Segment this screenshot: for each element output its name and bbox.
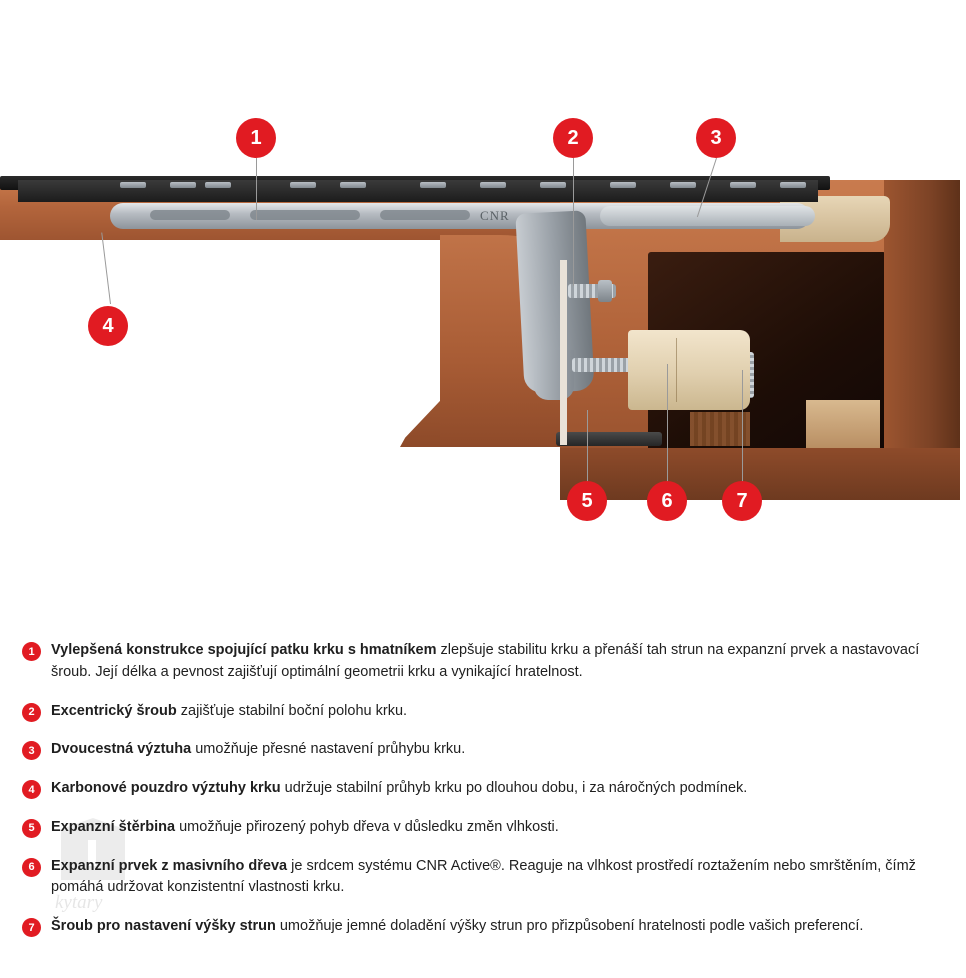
legend-rest-7: umožňuje jemné doladění výšky strun pro přizpůsobení hratelnosti podle vašich preferencí. xyxy=(275,918,864,934)
legend-number-1: 1 xyxy=(22,642,41,661)
expansion-slot xyxy=(560,260,567,445)
legend-text-4 xyxy=(51,778,747,800)
legend-number-2: 2 xyxy=(22,703,41,722)
fret-marker xyxy=(420,182,446,188)
watermark-text: kytary xyxy=(55,892,103,913)
legend-bold-3: Dvoucestná výztuha xyxy=(51,741,192,758)
legend-rest-5: umožňuje přirozený pohyb dřeva v důsledku změn vlhkosti. xyxy=(175,818,559,835)
truss-rod-slot xyxy=(150,210,230,220)
legend-bold-2: Excentrický šroub xyxy=(51,702,177,719)
leader-line-2 xyxy=(573,158,574,286)
legend-rest-3: umožňuje přesné nastavení průhybu krku. xyxy=(191,741,466,758)
fret-marker xyxy=(170,182,196,188)
leader-line-7 xyxy=(742,370,743,482)
eccentric-screw-head xyxy=(598,280,612,302)
fret-marker xyxy=(730,182,756,188)
legend-rest-2: zajišťuje stabilní boční polohu krku. xyxy=(176,702,408,719)
callout-badge-2[interactable]: 2 xyxy=(553,118,593,158)
legend-number-4: 4 xyxy=(22,780,41,799)
callout-badge-7[interactable]: 7 xyxy=(722,481,762,521)
legend-bold-6: Expanzní prvek z masivního dřeva xyxy=(51,857,288,874)
truss-rod-slot xyxy=(380,210,470,220)
legend-number-6: 6 xyxy=(22,858,41,877)
solid-wood-expansion-element xyxy=(628,330,750,410)
legend-bold-7: Šroub pro nastavení výšky strun xyxy=(51,918,276,934)
legend-item xyxy=(22,778,942,800)
legend-text-7 xyxy=(51,916,863,938)
legend-number-5: 5 xyxy=(22,819,41,838)
fret-marker xyxy=(610,182,636,188)
legend-item xyxy=(22,856,942,900)
legend-text-6 xyxy=(51,856,942,900)
legend-number-7: 7 xyxy=(22,918,41,937)
body-ribbing xyxy=(690,412,750,446)
fret-marker xyxy=(205,182,231,188)
leader-line-5 xyxy=(587,410,588,482)
legend-list xyxy=(0,640,966,955)
legend-text-2 xyxy=(51,701,407,723)
legend-item xyxy=(22,817,942,839)
callout-badge-3[interactable]: 3 xyxy=(696,118,736,158)
fret-marker xyxy=(670,182,696,188)
fret-marker xyxy=(480,182,506,188)
legend-item xyxy=(22,916,942,938)
legend-bold-1: Vylepšená konstrukce spojující patku krku s hmatníkem xyxy=(51,642,437,658)
bracket-foot xyxy=(534,350,574,400)
bottom-brace xyxy=(556,432,662,446)
expansion-element-grain xyxy=(676,338,677,402)
legend-number-3: 3 xyxy=(22,741,41,760)
legend-bold-5: Expanzní štěrbina xyxy=(51,818,176,835)
two-way-truss-rod xyxy=(600,206,815,226)
legend-text-5 xyxy=(51,817,559,839)
callout-badge-5[interactable]: 5 xyxy=(567,481,607,521)
cnr-engraving: CNR xyxy=(480,208,510,223)
leader-line-6 xyxy=(667,364,668,482)
callout-badge-1[interactable]: 1 xyxy=(236,118,276,158)
legend-item xyxy=(22,739,942,761)
fret-marker xyxy=(540,182,566,188)
truss-rod-slot xyxy=(250,210,360,220)
legend-rest-1: zlepšuje stabilitu krku a přenáší tah strun na expanzní prvek a nastavovací šroub. Její délka a pevnost zajišťují optimální geometrii krku a vynikající hratelnost. xyxy=(51,642,920,680)
legend-item xyxy=(22,701,942,723)
legend-bold-4: Karbonové pouzdro výztuhy krku xyxy=(51,780,281,796)
legend-rest-4: udržuje stabilní průhyb krku po dlouhou dobu, i za náročných podmínek. xyxy=(280,780,748,796)
leader-line-1 xyxy=(256,158,257,220)
fret-marker xyxy=(340,182,366,188)
callout-badge-6[interactable]: 6 xyxy=(647,481,687,521)
fret-marker xyxy=(120,182,146,188)
fret-marker xyxy=(780,182,806,188)
callout-badge-4[interactable]: 4 xyxy=(88,306,128,346)
legend-text-1 xyxy=(51,640,942,684)
fret-marker xyxy=(290,182,316,188)
leader-line-4 xyxy=(101,232,111,304)
legend-rest-6: je srdcem systému CNR Active®. Reaguje na vlhkost prostředí roztažením nebo smrštěním, čímž pomáhá udržovat konzistentní vlastnosti krku. xyxy=(51,857,916,896)
legend-item xyxy=(22,640,942,684)
cavity-inner-wood xyxy=(806,400,880,448)
legend-text-3 xyxy=(51,739,465,761)
